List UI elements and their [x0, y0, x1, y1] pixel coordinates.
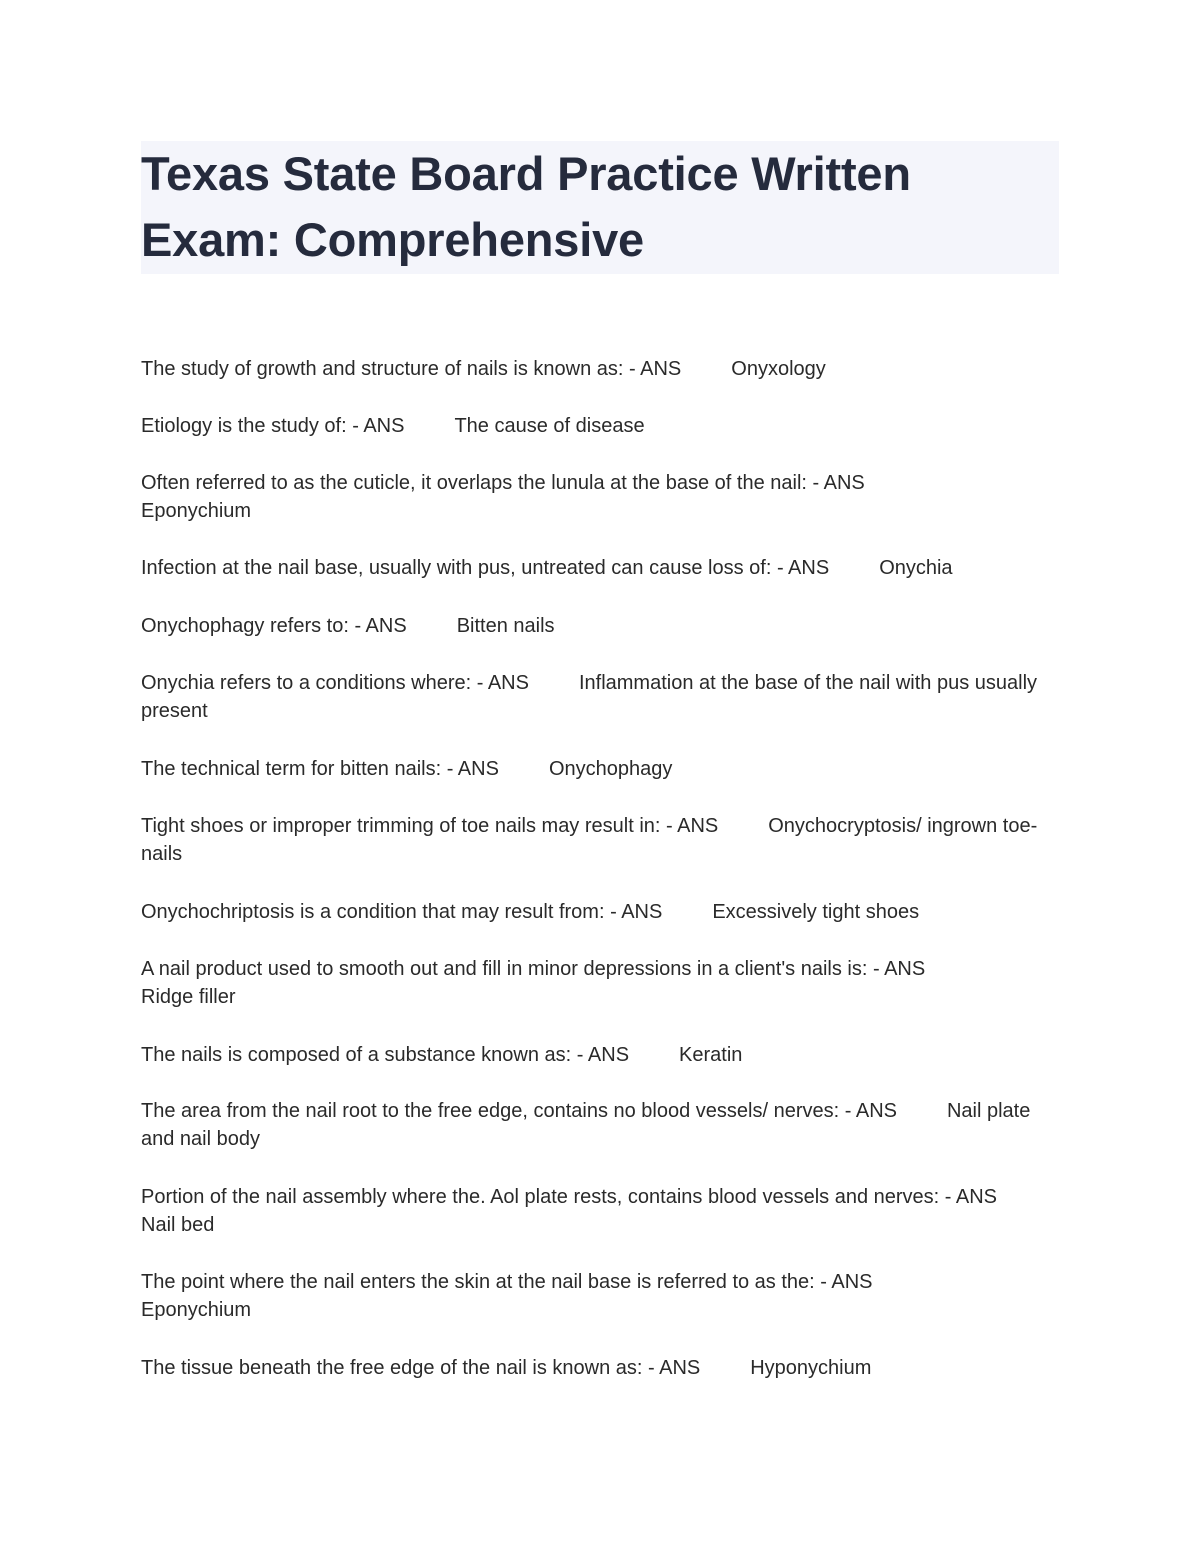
answer-text: Onychophagy: [548, 758, 673, 780]
question-text: Onychia refers to a conditions where: - ANS: [141, 672, 529, 694]
question-text: Often referred to as the cuticle, it overlaps the lunula at the base of the nail: - ANS: [141, 472, 865, 494]
question-text: Etiology is the study of: - ANS: [141, 415, 405, 437]
question-text: A nail product used to smooth out and fill in minor depressions in a client's nails is: - ANS: [141, 958, 926, 980]
qa-item: [141, 1354, 1061, 1382]
qa-item: [141, 669, 1061, 725]
answer-text: Ridge filler: [141, 986, 236, 1008]
qa-item: [141, 812, 1061, 868]
question-text: The tissue beneath the free edge of the nail is known as: - ANS: [141, 1357, 701, 1379]
answer-text: Hyponychium: [750, 1357, 872, 1379]
answer-text: Inflammation at the base of the nail with pus usually present: [141, 672, 1038, 722]
answer-text: Onyxology: [731, 358, 826, 380]
question-text: The point where the nail enters the skin at the nail base is referred to as the: - ANS: [141, 1271, 873, 1293]
answer-text: Eponychium: [141, 500, 252, 522]
qa-item: [141, 612, 1061, 640]
qa-item: [141, 955, 1061, 1011]
qa-item: [141, 1041, 1061, 1069]
question-text: Onychophagy refers to: - ANS: [141, 615, 407, 637]
question-text: The study of growth and structure of nails is known as: - ANS: [141, 358, 682, 380]
qa-item: [141, 469, 1061, 525]
question-text: Onychochriptosis is a condition that may result from: - ANS: [141, 901, 663, 923]
qa-item: [141, 355, 1061, 383]
qa-item: [141, 898, 1061, 926]
question-text: The area from the nail root to the free edge, contains no blood vessels/ nerves: - ANS: [141, 1100, 897, 1122]
qa-item: [141, 1268, 1061, 1324]
answer-text: Nail plate and nail body: [141, 1100, 1031, 1150]
answer-text: Keratin: [679, 1044, 743, 1066]
answer-text: Eponychium: [141, 1299, 252, 1321]
qa-item: [141, 412, 1061, 440]
answer-text: The cause of disease: [454, 415, 645, 437]
question-text: Portion of the nail assembly where the. Aol plate rests, contains blood vessels and nerves: - ANS: [141, 1186, 998, 1208]
question-text: The technical term for bitten nails: - ANS: [141, 758, 499, 780]
answer-text: Onychocryptosis/ ingrown toe-nails: [141, 815, 1038, 865]
question-text: The nails is composed of a substance known as: - ANS: [141, 1044, 630, 1066]
answer-text: Nail bed: [141, 1214, 215, 1236]
question-text: Tight shoes or improper trimming of toe nails may result in: - ANS: [141, 815, 719, 837]
qa-item: [141, 554, 1061, 582]
page-title: Texas State Board Practice Written Exam: Comprehensive: [141, 147, 911, 266]
answer-text: Onychia: [879, 557, 953, 579]
qa-item: [141, 1183, 1061, 1239]
qa-item: [141, 1097, 1061, 1153]
qa-item: [141, 755, 1061, 783]
question-text: Infection at the nail base, usually with pus, untreated can cause loss of: - ANS: [141, 557, 830, 579]
title-block: [141, 141, 1059, 274]
answer-text: Bitten nails: [456, 615, 555, 637]
answer-text: Excessively tight shoes: [712, 901, 920, 923]
